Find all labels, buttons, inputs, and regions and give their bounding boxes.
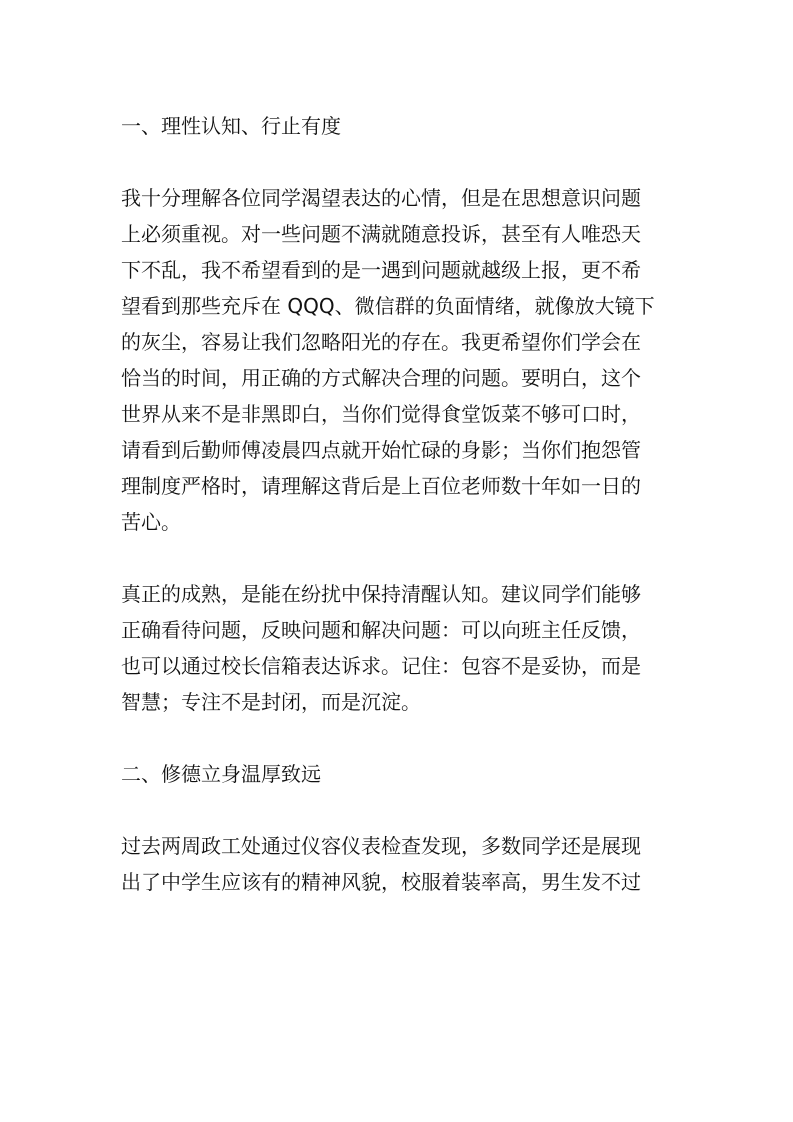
paragraph-line: 上必须重视。对一些问题不满就随意投诉，甚至有人唯恐天 <box>121 222 641 246</box>
paragraph-line: 恰当的时间，用正确的方式解决合理的问题。要明白，这个 <box>121 366 641 390</box>
document-body <box>121 108 676 900</box>
paragraph-line: 苦心。 <box>121 510 181 534</box>
paragraph-line: 我十分理解各位同学渴望表达的心情，但是在思想意识问题 <box>121 186 641 210</box>
paragraph-line: 真正的成熟，是能在纷扰中保持清醒认知。建议同学们能够 <box>121 582 641 606</box>
section-1-paragraph-1 <box>121 180 676 540</box>
section-2-paragraph-1 <box>121 828 676 900</box>
section-heading-1: 一、理性认知、行止有度 <box>121 114 341 138</box>
paragraph-line: 出了中学生应该有的精神风貌，校服着装率高，男生发不过 <box>121 870 641 894</box>
paragraph-line: 望看到那些充斥在 QQQ、微信群的负面情绪，就像放大镜下 <box>121 294 655 318</box>
paragraph-line: 智慧；专注不是封闭，而是沉淀。 <box>121 690 421 714</box>
paragraph-line: 理制度严格时，请理解这背后是上百位老师数十年如一日的 <box>121 474 641 498</box>
paragraph-line: 请看到后勤师傅凌晨四点就开始忙碌的身影；当你们抱怨管 <box>121 438 641 462</box>
paragraph-line: 世界从来不是非黑即白，当你们觉得食堂饭菜不够可口时， <box>121 402 641 426</box>
section-heading-2: 二、修德立身温厚致远 <box>121 762 321 786</box>
paragraph-line: 过去两周政工处通过仪容仪表检查发现，多数同学还是展现 <box>121 834 641 858</box>
paragraph-line: 也可以通过校长信箱表达诉求。记住：包容不是妥协，而是 <box>121 654 641 678</box>
paragraph-line: 正确看待问题，反映问题和解决问题：可以向班主任反馈， <box>121 618 641 642</box>
paragraph-line: 下不乱，我不希望看到的是一遇到问题就越级上报，更不希 <box>121 258 641 282</box>
section-1-paragraph-2 <box>121 576 676 720</box>
paragraph-line: 的灰尘，容易让我们忽略阳光的存在。我更希望你们学会在 <box>121 330 641 354</box>
